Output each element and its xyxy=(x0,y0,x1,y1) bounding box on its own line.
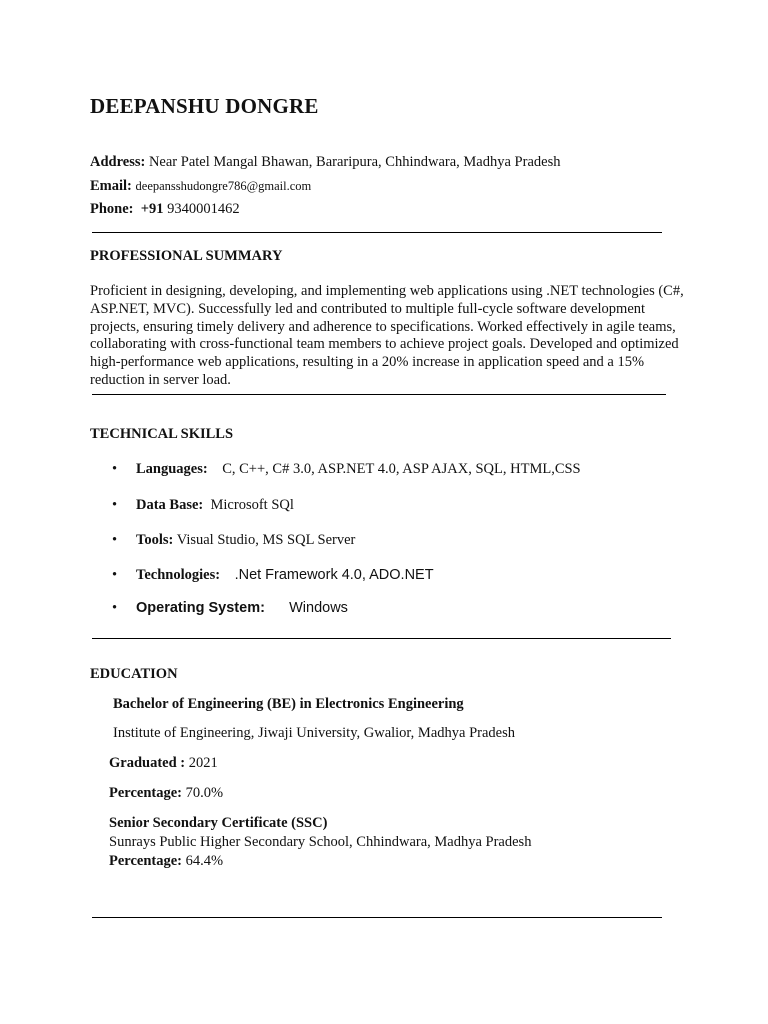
skill-item xyxy=(136,497,294,514)
email-label: Email: xyxy=(90,178,132,194)
graduated-sep: : xyxy=(176,755,189,771)
skill-item xyxy=(136,600,348,616)
skill-label: Data Base: xyxy=(136,497,204,513)
ssc-school: Sunrays Public Higher Secondary School, Chhindwara, Madhya Pradesh xyxy=(109,834,532,850)
education-heading: EDUCATION xyxy=(90,666,178,682)
skill-value: C, C++, C# 3.0, ASP.NET 4.0, ASP AJAX, SQL, HTML,CSS xyxy=(222,461,581,477)
ssc-percentage-value: 64.4% xyxy=(185,853,224,869)
skill-item xyxy=(136,461,581,478)
candidate-name: DEEPANSHU DONGRE xyxy=(90,94,319,118)
percentage-value: 70.0% xyxy=(185,785,224,801)
skill-label: Languages: xyxy=(136,461,208,477)
email-line xyxy=(90,178,311,195)
graduated-value: 2021 xyxy=(188,755,218,771)
bullet: • xyxy=(112,497,118,513)
skill-value: Microsoft SQl xyxy=(210,497,294,513)
bullet: • xyxy=(112,461,118,477)
phone-code: +91 xyxy=(140,201,164,217)
phone-line xyxy=(90,201,240,218)
ssc-percentage-label: Percentage: xyxy=(109,853,182,869)
skills-heading: TECHNICAL SKILLS xyxy=(90,426,234,442)
summary-text: Proficient in designing, developing, and implementing web applications using .NET technologies (C#, ASP.NET, MVC). Successfully led and contributed to multiple full-cycle software development projects, ensuring timely delivery and adherence to specifications. Worked effectively in agile teams, collaborating with cross-functional team members to achieve project goals. Developed and optimized high-performance web applications, resulting in a 20% increase in application speed and a 15% reduction in server load. xyxy=(90,283,684,388)
skill-value: Windows xyxy=(289,600,348,616)
skill-label: Operating System: xyxy=(136,600,265,616)
email-value: deepansshudongre786@gmail.com xyxy=(135,179,312,193)
graduated-line xyxy=(109,755,218,772)
ssc-percentage-line xyxy=(109,853,223,870)
skill-value: .Net Framework 4.0, ADO.NET xyxy=(234,567,434,583)
phone-number: 9340001462 xyxy=(167,201,240,217)
percentage-line xyxy=(109,785,223,802)
bullet: • xyxy=(112,532,118,548)
skill-item xyxy=(136,567,434,584)
divider xyxy=(92,232,662,233)
phone-label: Phone: xyxy=(90,201,134,217)
skill-value: Visual Studio, MS SQL Server xyxy=(176,532,356,548)
divider xyxy=(92,638,671,639)
divider xyxy=(92,917,662,918)
bullet: • xyxy=(112,600,118,616)
summary-heading: PROFESSIONAL SUMMARY xyxy=(90,248,283,264)
divider xyxy=(92,394,666,395)
skill-label: Tools: xyxy=(136,532,174,548)
percentage-label: Percentage: xyxy=(109,785,182,801)
skill-item xyxy=(136,532,355,549)
address-value: Near Patel Mangal Bhawan, Bararipura, Chhindwara, Madhya Pradesh xyxy=(148,154,561,170)
degree-title: Bachelor of Engineering (BE) in Electronics Engineering xyxy=(113,696,464,712)
address-line xyxy=(90,154,560,171)
institute-name: Institute of Engineering, Jiwaji University, Gwalior, Madhya Pradesh xyxy=(113,725,515,741)
bullet: • xyxy=(112,567,118,583)
ssc-title: Senior Secondary Certificate (SSC) xyxy=(109,815,328,831)
address-label: Address: xyxy=(90,154,146,170)
skill-label: Technologies: xyxy=(136,567,221,583)
graduated-label: Graduated xyxy=(109,755,177,771)
